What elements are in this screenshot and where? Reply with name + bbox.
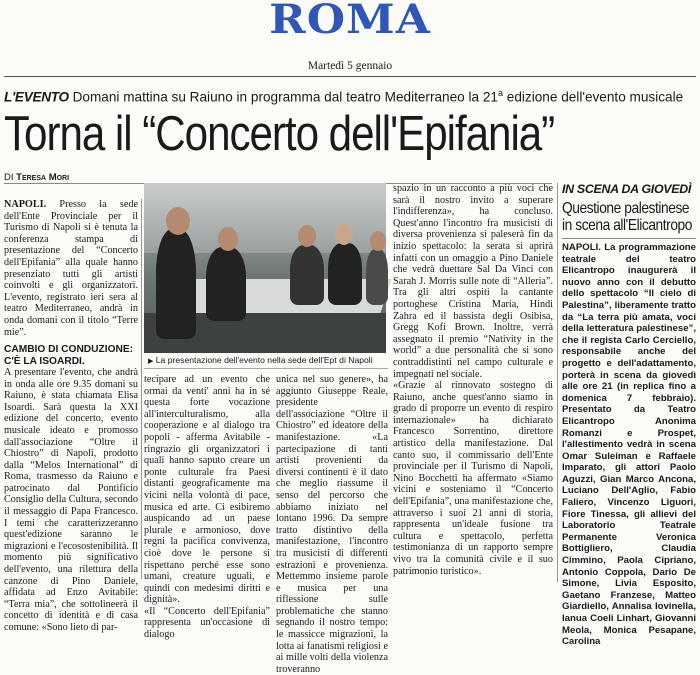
kicker-sup: a [497, 88, 503, 98]
sidebar-divider [557, 183, 558, 582]
article-column-4 [393, 183, 553, 582]
col2-paragraph-2: «Il “Concerto dell'Epifania” rappresenta un'occasione di dialogo [144, 605, 270, 641]
kicker-text-end: edizione dell'evento musicale [503, 89, 684, 105]
col1-paragraph-2: A presentare l'evento, che andrà in onda alle ore 9.35 domani su Raiuno, è stata chiamata Elisa Isoardi. Sarà questa la XXI edizione del concerto, evento musicale ideato e promosso dall'associazione “Oltre il Chiostro” di Napoli, prodotto dalla “Melos International” di Roma, trasmesso da Raiuno e patrocinato dal Pontificio Consiglio della Cultura, secondo il messaggio di Papa Francesco. I temi che caratterizzeranno quest'edizione saranno le migrazioni e l'ecosostenibilità. Il momento più significativo dell'evento, una rilettura della canzone di Pino Daniele, affidata ad Enzo Avitabile: “Terra mia”, che sottolineerà il concetto di identità e di casa comune: «Sono lieto di par- [4, 366, 138, 633]
byline-prefix: DI [4, 172, 17, 183]
byline [4, 172, 69, 183]
col2-paragraph-1: tecipare ad un evento che ormai da venti' anni ha in sé questa forte vocazione all'interculturalismo, alla cooperazione e al dialogo tra popoli - afferma Avitabile - ringrazio gli organizzatori i quali hanno saputo creare un ponte culturale fra Paesi distanti geograficamente ma vicini nella volontà di pace, musica ed arte. Ci esibiremo auspicando ad un paese plurale e armonioso, dove regni la pacifica convivenza, cioè dove le persone si rispettano perché esse sono umani, creature uguali, e quindi con medesimi diritti e dignità». [144, 374, 270, 606]
caption-bullet-icon: ▶ [148, 358, 154, 365]
col3-paragraph-1: unica nel suo genere», ha aggiunto Giuseppe Reale, presidente dell'associazione “Oltre il Chiostro” ed ideatore della manifestazione. «La partecipazione di tanti artisti provenienti da diversi continenti è il dato che meglio riassume il senso del percorso che abbiamo iniziato nel lontano 1996. Da sempre tratto distintivo della manifestazione, l'incontro tra musicisti di differenti estrazioni e provenienza. Mettemmo insieme parole e musica per una riflessione sulle problematiche che stanno segnando il nostro tempo: le massicce migrazioni, la lotta ai fanatismi religiosi e ai mille volti della violenza troveranno [276, 374, 388, 675]
caption-text: La presentazione dell'evento nella sede dell'Ept di Napoli [155, 355, 373, 365]
sidebar-body: NAPOLI. La programmazione teatrale del teatro Elicantropo inaugurerà il nuovo anno con il debutto dello spettacolo “Il cielo di Palestina”, liberamente tratto da “La terra più amata, voci della letteratura palestinese”, che il regista Carlo Cerciello, responsabile anche del progetto e dell'adattamento, porterà in scena da giovedì alle ore 21 (in replica fino a domenica 7 febbraio). Presentato da Teatro Elicantropo Anonima Romanzi e Prospet, l'allestimento vedrà in scena Omar Suleiman e Raffaele Imparato, gli attori Paolo Aguzzi, Gian Marco Ancona, Luciano Dell'Aglio, Fabio Faliero, Vincenzo Liguori, Fiore Tinessa, gli allievi del Laboratorio Teatrale Permanente Veronica Bottigliero, Claudia Cimmino, Paola Cipriano, Antonio Coppola, Dario De Simone, Livia Esposito, Gaetano Franzese, Matteo Giardiello, Annalisa Iovinella, Ianua Coeli Linhart, Giovanni Meola, Monica Pesapane, Carolina [562, 242, 696, 648]
sidebar-rule [562, 238, 696, 239]
top-divider [4, 76, 696, 77]
photo-caption [148, 355, 388, 367]
sidebar-kicker: IN SCENA DA GIOVEDÌ [562, 182, 692, 196]
column-divider [141, 199, 142, 579]
article-headline: Torna il “Concerto dell'Epifania” [4, 107, 555, 161]
dateline: NAPOLI. [4, 199, 47, 210]
issue-date: Martedì 5 gennaio [307, 60, 393, 72]
masthead-title: ROMA [269, 0, 431, 43]
sidebar-headline: Questione palestinese in scena all'Elicantropo [562, 200, 692, 234]
col1-paragraph-1: Presso la sede dell'Ente Provinciale per il Turismo di Napoli si è tenuta la conferenza stampa di presentazione del “Concerto dell'Epifania” alla quale hanno presenziato tutti gli artisti coinvolti e gli organizzatori. L'evento, registrato ieri sera al teatro Mediterraneo, andrà in onda domani con il titolo “Terre mie”. [4, 199, 138, 338]
caption-divider [144, 368, 388, 369]
col4-paragraph-2: «Grazie al rinnovato sostegno di Raiuno, anche quest'anno siamo in grado di proporre un evento di respiro internazionale» ha dichiarato Francesco Sorrentino, direttore artistico della manifestazione. Dal canto suo, il commissario dell'Ente provinciale per il Turismo di Napoli, Nino Bocchetti ha affermato «Siamo vicini e sosteniamo il “Concerto dell'Epifania”, una manifestazione che, attraverso i suoi 21 anni di storia, rappresenta un'ideale fusione tra cultura e spettacolo, perfetta testimonianza di un rapporto sempre vivo tra la comunità civile e il suo patrimonio turistico». [393, 380, 553, 577]
event-photo [144, 183, 386, 353]
kicker-text: Domani mattina su Raiuno in programma dal teatro Mediterraneo la 21 [68, 89, 498, 105]
kicker-label: L'EVENTO [4, 89, 69, 105]
col1-subheading: CAMBIO DI CONDUZIONE: C'È LA ISOARDI. [4, 344, 134, 367]
article-column-2 [144, 374, 270, 641]
col4-paragraph-1: spazio in un racconto a più voci che sarà il nostro invito a superare l'indifferenza», ha concluso. Quest'anno l'incontro fra musicisti di diversa provenienza si paleserà fin da inizio spettacolo: la serata si aprirà infatti con un omaggio a Pino Daniele che vedrà duettare Sal Da Vinci con Sarah J. Morris sulle note di “Alleria”. Tra gli altri ospiti la cantante portoghese Cristina Maria, Hindi Zahra ed il bassista degli Osibisa, Gregg Kofi Brown. Inoltre, verrà assegnato il premio “Nativity in the world” a due personalità che si sono contraddistinti nel campo culturale e impegnati nel sociale. [393, 183, 553, 380]
article-kicker [4, 84, 696, 107]
article-column-1 [4, 199, 138, 633]
article-column-3 [276, 374, 388, 675]
byline-author: Teresa Mori [16, 172, 70, 183]
